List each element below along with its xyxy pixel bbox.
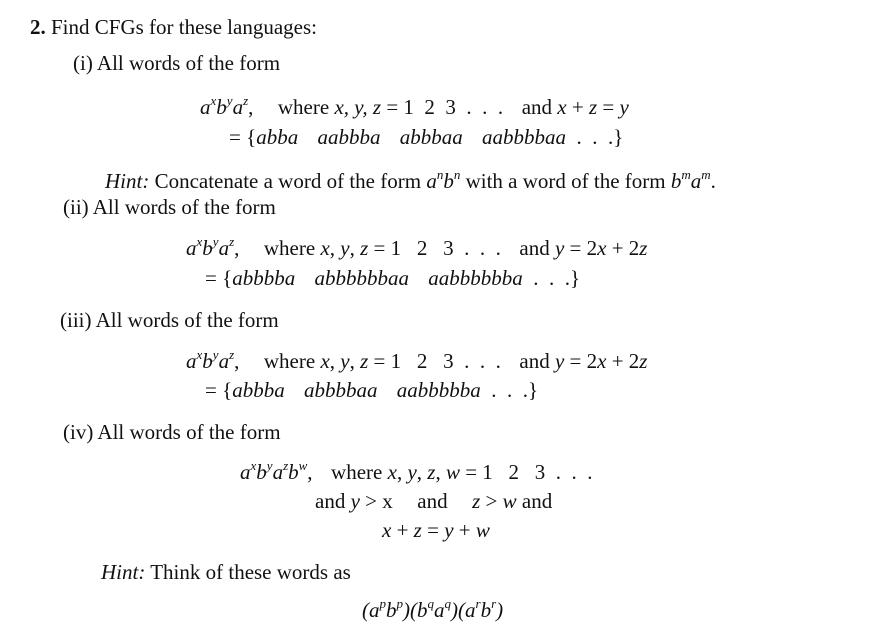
part-iv-hint — [101, 562, 351, 583]
part-i-word-4: aabbbbaa — [481, 125, 566, 149]
part-i-hint-text: Concatenate a word of the form $a^nb^n$ with a word of the form $b^ma^m$. — [154, 167, 716, 193]
part-i-heading — [73, 53, 280, 74]
part-i-set-close: . . .} — [571, 125, 624, 149]
part-ii-cond: and y = 2x + 2z — [519, 236, 648, 260]
part-i-cond: and x + z = y — [521, 95, 629, 119]
part-iv-where: where x, y, z, w = 1 2 3 . . . — [331, 460, 593, 484]
part-i-label: (i) — [73, 51, 93, 75]
part-iii-cond: and y = 2x + 2z — [519, 349, 648, 373]
part-ii-where: where x, y, z = 1 2 3 . . . — [263, 236, 501, 260]
part-ii-set-open: = { — [205, 266, 233, 290]
part-iv-cond-and: and — [417, 489, 448, 513]
part-iii-heading-text: All words of the form — [95, 308, 279, 332]
problem-heading — [30, 17, 317, 38]
part-iii-heading — [60, 310, 279, 331]
part-i-form: $a^xb^ya^z$ — [200, 93, 249, 119]
part-ii-word-2: abbbbbbaa — [314, 266, 409, 290]
part-ii-word-3: aabbbbbba — [428, 266, 523, 290]
part-i-hint — [105, 167, 716, 193]
part-iii-label: (iii) — [60, 308, 92, 332]
part-iv-cond-line-2 — [382, 520, 490, 541]
part-i-form-line: $a^xb^ya^z$, where x, y, z = 1 2 3 . . . and x + z = y — [200, 93, 629, 119]
part-ii-label: (ii) — [63, 195, 89, 219]
part-iv-cond-line-1 — [315, 491, 552, 512]
part-iv-label: (iv) — [63, 420, 94, 444]
part-i-where: where — [277, 95, 330, 119]
part-i-word-3: abbbaa — [399, 125, 463, 149]
part-i-set-line — [229, 127, 623, 148]
part-i-eq: = 1 2 3 . . . — [386, 95, 504, 119]
part-iii-word-3: aabbbbba — [396, 378, 481, 402]
part-iv-hint-label: Hint: — [101, 560, 146, 584]
part-iv-cond-a: and y > x — [315, 489, 393, 513]
part-iii-set-open: = { — [205, 378, 233, 402]
part-iii-set-close: . . .} — [485, 378, 539, 402]
part-ii-form: $a^xb^ya^z$ — [186, 234, 235, 260]
part-iv-final-expr — [362, 596, 504, 622]
part-ii-form-line: $a^xb^ya^z$, where x, y, z = 1 2 3 . . . and y = 2x + 2z — [186, 234, 648, 260]
part-iv-heading-text: All words of the form — [97, 420, 281, 444]
part-ii-heading — [63, 197, 276, 218]
part-iii-word-2: abbbbaa — [303, 378, 378, 402]
part-i-word-1: abba — [256, 125, 299, 149]
part-ii-word-1: abbbba — [232, 266, 296, 290]
part-iv-form: $a^xb^ya^zb^w$ — [240, 458, 308, 484]
part-iv-heading — [63, 422, 281, 443]
part-i-heading-text: All words of the form — [96, 51, 281, 75]
part-i-hint-label: Hint: — [105, 169, 150, 193]
part-ii-set-close: . . .} — [527, 266, 581, 290]
part-iii-set-line — [205, 380, 538, 401]
part-i-vars: x, y, z — [334, 95, 382, 119]
part-iii-where: where x, y, z = 1 2 3 . . . — [263, 349, 501, 373]
part-iv-hint-text: Think of these words as — [150, 560, 351, 584]
part-iv-final-expr-math: $(a^pb^p)(b^qa^q)(a^rb^r)$ — [362, 596, 504, 622]
problem-title: Find CFGs for these languages: — [51, 15, 317, 39]
part-i-set-open: = { — [229, 125, 257, 149]
part-iii-form: $a^xb^ya^z$ — [186, 347, 235, 373]
problem-number: 2. — [30, 15, 46, 39]
part-iii-word-1: abbba — [232, 378, 285, 402]
part-i-word-2: aabbba — [317, 125, 381, 149]
part-ii-set-line — [205, 268, 580, 289]
part-iv-cond-b: z > w and — [472, 489, 553, 513]
part-ii-heading-text: All words of the form — [92, 195, 276, 219]
part-iii-form-line: $a^xb^ya^z$, where x, y, z = 1 2 3 . . . and y = 2x + 2z — [186, 347, 648, 373]
part-iv-cond-c: x + z = y + w — [382, 518, 490, 542]
part-iv-form-line: $a^xb^ya^zb^w$, where x, y, z, w = 1 2 3 . . . — [240, 458, 593, 484]
